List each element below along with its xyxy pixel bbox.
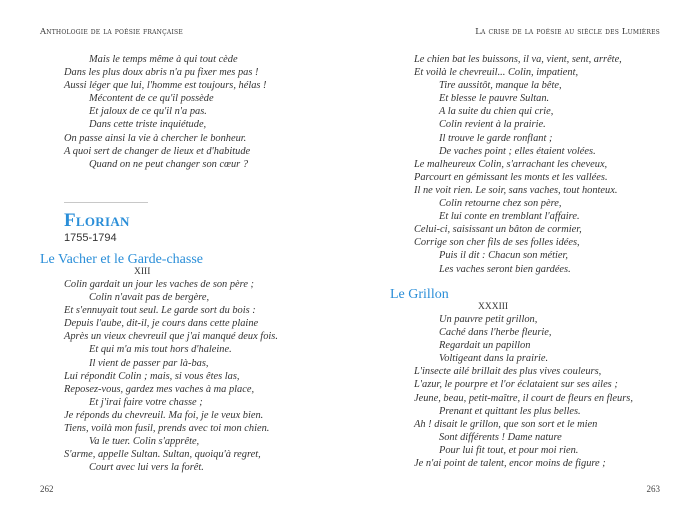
verse-line: Un pauvre petit grillon, xyxy=(439,314,538,325)
verse-line: Prenant et quittant les plus belles. xyxy=(439,405,581,417)
verse-line: Court avec lui vers la forêt. xyxy=(89,462,204,474)
verse-line: Colin gardait un jour les vaches de son père ; xyxy=(64,279,254,290)
verse-line: Va le tuer. Colin s'apprête, xyxy=(89,436,200,448)
verse-line: Le chien bat les buissons, il va, vient, sent, arrête, xyxy=(414,54,622,65)
verse-line: Je réponds du chevreuil. Ma foi, je le veux bien. xyxy=(64,409,264,421)
verse-line: Colin n'avait pas de bergère, xyxy=(89,292,210,304)
page-number-right: 263 xyxy=(646,484,660,494)
poem-number-grillon: XXXIII xyxy=(478,302,509,312)
page-number-left: 262 xyxy=(40,484,54,494)
verse-line: Lui répondit Colin ; mais, si vous êtes las, xyxy=(64,370,240,382)
verse-line: Quand on ne peut changer son cœur ? xyxy=(89,158,249,170)
verse-line: Il ne voit rien. Le soir, sans vaches, tout honteux. xyxy=(414,184,618,196)
verse-line: Et jaloux de ce qu'il n'a pas. xyxy=(89,106,207,118)
verse-line: Dans cette triste inquiétude, xyxy=(89,119,207,131)
verse-line: Tiens, voilà mon fusil, prends avec toi mon chien. xyxy=(64,423,270,435)
author-years: 1755-1794 xyxy=(64,232,117,244)
poem-title-grillon: Le Grillon xyxy=(390,287,449,302)
verse-line: Tire aussitôt, manque la bête, xyxy=(439,80,562,92)
verse-line: A la suite du chien qui crie, xyxy=(439,106,554,118)
verse-line: Et blesse le pauvre Sultan. xyxy=(439,93,550,105)
verse-line: Celui-ci, saisissant un bâton de cormier, xyxy=(414,224,582,236)
verse-line: Parcourt en gémissant les monts et les vallées. xyxy=(414,171,608,183)
poem-verses-grillon xyxy=(414,313,633,470)
verse-line: De vaches point ; elles étaient volées. xyxy=(439,145,596,157)
verse-line: Dans les plus doux abris n'a pu fixer mes pas ! xyxy=(64,67,259,79)
continuation-verses-left xyxy=(64,53,267,171)
running-head-right: La crise de la poésie au siècle des Lumières xyxy=(475,26,660,36)
verse-line: Le malheureux Colin, s'arrachant les cheveux, xyxy=(414,158,608,170)
verse-line: Il vient de passer par là-bas, xyxy=(89,357,209,369)
verse-line: Colin revient à la prairie. xyxy=(439,119,546,131)
verse-line: Ah ! disait le grillon, que son sort et le mien xyxy=(414,418,598,430)
verse-line: Reposez-vous, gardez mes vaches à ma place, xyxy=(64,383,255,395)
verse-line: Regardait un papillon xyxy=(439,340,531,352)
verse-line: Jeune, beau, petit-maître, il court de fleurs en fleurs, xyxy=(414,392,633,404)
verse-line: Et qui m'a mis tout hors d'haleine. xyxy=(89,344,232,356)
verse-line: Et voilà le chevreuil... Colin, impatient, xyxy=(414,67,579,79)
poem-number-vacher: XIII xyxy=(134,267,151,277)
poem-title-vacher: Le Vacher et le Garde-chasse xyxy=(40,252,203,267)
verse-line: S'arme, appelle Sultan. Sultan, quoiqu'à regret, xyxy=(64,449,261,461)
verse-line: Mais le temps même à qui tout cède xyxy=(89,54,238,65)
verse-line: Corrige son cher fils de ses folles idées, xyxy=(414,237,580,249)
verse-line: Les vaches seront bien gardées. xyxy=(439,263,571,275)
verse-line: Il trouve le garde ronflant ; xyxy=(439,132,553,144)
right-page xyxy=(350,0,700,511)
verse-line: Depuis l'aube, dit-il, je cours dans cette plaine xyxy=(64,318,259,330)
continuation-verses-right xyxy=(414,53,622,276)
verse-line: Voltigeant dans la prairie. xyxy=(439,353,549,365)
verse-line: Pour lui fit tout, et pour moi rien. xyxy=(439,444,579,456)
verse-line: Après un vieux chevreuil que j'ai manqué deux fois. xyxy=(64,331,278,343)
verse-line: A quoi sert de changer de lieux et d'habitude xyxy=(64,145,251,157)
verse-line: Et s'ennuyait tout seul. Le garde sort du bois : xyxy=(64,305,256,317)
verse-line: Puis il dit : Chacun son métier, xyxy=(439,250,569,262)
verse-line: Sont différents ! Dame nature xyxy=(439,431,562,443)
poem-verses-vacher xyxy=(64,278,278,474)
verse-line: L'insecte ailé brillait des plus vives couleurs, xyxy=(414,366,602,378)
verse-line: Mécontent de ce qu'il possède xyxy=(89,93,214,105)
verse-line: Et lui conte en tremblant l'affaire. xyxy=(439,211,580,223)
verse-line: Et j'irai faire votre chasse ; xyxy=(89,396,203,408)
author-divider xyxy=(64,202,148,203)
verse-line: Aussi léger que lui, l'homme est toujours, hélas ! xyxy=(64,80,267,92)
verse-line: Je n'ai point de talent, encor moins de figure ; xyxy=(414,458,606,470)
verse-line: On passe ainsi la vie à chercher le bonheur. xyxy=(64,132,247,144)
running-head-left: Anthologie de la poésie française xyxy=(40,26,183,36)
verse-line: Caché dans l'herbe fleurie, xyxy=(439,327,552,339)
verse-line: L'azur, le pourpre et l'or éclataient sur ses ailes ; xyxy=(414,379,618,391)
verse-line: Colin retourne chez son père, xyxy=(439,198,562,210)
author-name: Florian xyxy=(64,210,130,231)
